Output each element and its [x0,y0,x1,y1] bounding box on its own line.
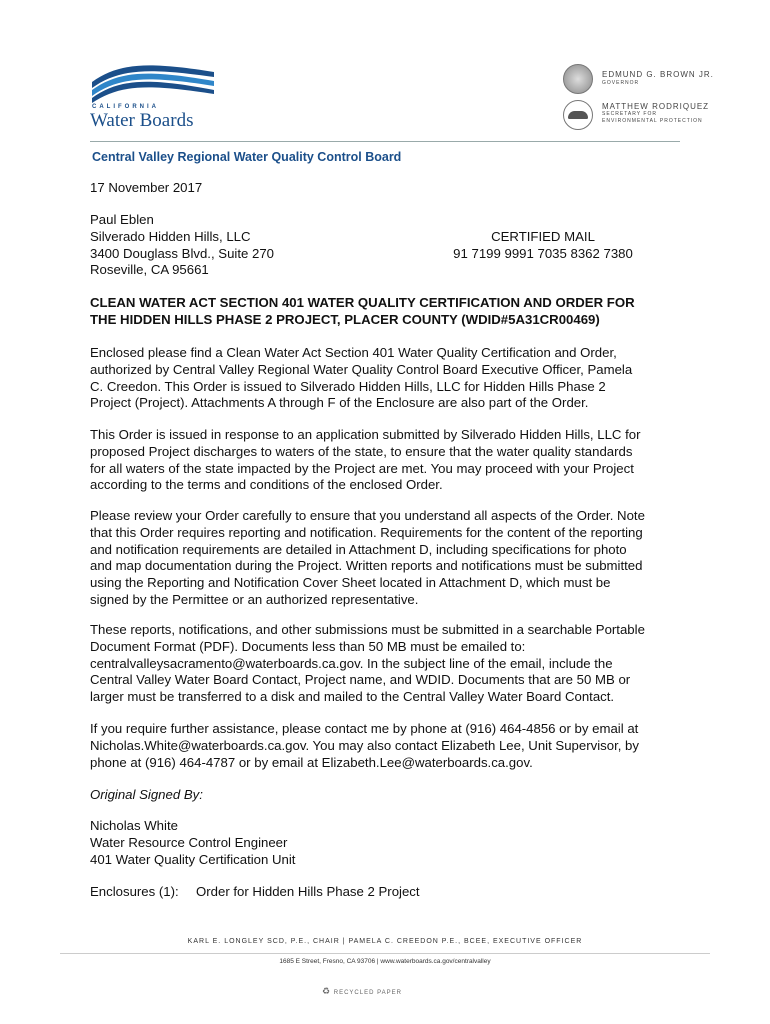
paragraph-line: that this Order requires reporting and notification. Requirements for the content of the reporting [90,524,643,540]
recipient-address [90,212,274,279]
signature-block [90,818,295,868]
signer-unit: 401 Water Quality Certification Unit [90,851,296,867]
recipient-line: Silverado Hidden Hills, LLC [90,228,251,244]
paragraph-review [90,508,645,609]
paragraph-line: Document Format (PDF). Documents less than 50 MB must be emailed to: [90,638,526,654]
subject-line: THE HIDDEN HILLS PHASE 2 PROJECT, PLACER COUNTY (WDID#5A31CR00469) [90,311,600,327]
paragraph-line: centralvalleysacramento@waterboards.ca.gov. In the subject line of the email, include the [90,655,613,671]
paragraph-contact [90,721,639,771]
paragraph-line: Central Valley Water Board Contact, Project name, and WDID. Documents that are 50 MB or [90,672,631,688]
paragraph-line: If you require further assistance, please contact me by phone at (916) 464-4856 or by email at [90,721,639,736]
footer-address: 1685 E Street, Fresno, CA 93706 | www.waterboards.ca.gov/centralvalley [279,958,491,965]
paragraph-line: and notification requirements are detailed in Attachment D, including specifications for photo [90,541,627,557]
paragraph-line: This Order is issued in response to an application submitted by Silverado Hidden Hills, LLC for [90,427,641,442]
recycled-paper-label: RECYCLED PAPER [333,990,402,996]
recipient-line: Roseville, CA 95661 [90,262,209,278]
enclosures-value: Order for Hidden Hills Phase 2 Project [196,884,420,899]
enclosures-line [90,884,420,901]
certified-mail-block [448,229,638,263]
paragraph-submissions [90,622,645,706]
state-seal-icon [563,64,593,94]
calepa-logo-icon [563,100,593,130]
recipient-line: 3400 Douglass Blvd., Suite 270 [90,245,275,261]
signer-name: Nicholas White [90,818,178,833]
paragraph-line: proposed Project discharges to waters of the state, to ensure that the water quality standards [90,443,633,459]
enclosures-label: Enclosures (1): [90,884,179,899]
letter-subject [90,295,635,329]
secretary-name: MATTHEW RODRIQUEZ [602,102,710,111]
recycled-paper-note [322,986,402,997]
paragraph-line: using the Reporting and Notification Cover Sheet located in Attachment D, which must be [90,575,611,591]
letter-date: 17 November 2017 [90,180,203,195]
paragraph-line: according to the terms and conditions of the enclosed Order. [90,477,443,493]
board-name: Central Valley Regional Water Quality Control Board [92,150,402,164]
paragraph-enclosed [90,345,632,412]
governor-name: EDMUND G. BROWN JR. [602,70,714,79]
recycle-icon: ♻ [322,986,332,996]
paragraph-line: and map documentation during the Project. Written reports and notifications must be submitted [90,558,643,574]
governor-title: GOVERNOR [602,80,640,86]
paragraph-line: Please review your Order carefully to ensure that you understand all aspects of the Order. Note [90,508,645,523]
logo-state-label: CALIFORNIA [92,104,159,110]
original-signed-by: Original Signed By: [90,787,203,802]
paragraph-line: These reports, notifications, and other submissions must be submitted in a searchable Portable [90,622,645,637]
paragraph-line: C. Creedon. This Order is issued to Silverado Hidden Hills, LLC for Hidden Hills Phase 2 [90,378,606,394]
paragraph-line: Enclosed please find a Clean Water Act Section 401 Water Quality Certification and Order, [90,345,617,360]
paragraph-line: larger must be transferred to a disk and mailed to the Central Valley Water Board Contact. [90,689,615,705]
paragraph-line: signed by the Permittee or an authorized representative. [90,591,419,607]
paragraph-line: Project (Project). Attachments A through F of the Enclosure are also part of the Order. [90,395,589,411]
wave-icon [90,60,220,105]
logo-wordmark: Water Boards [90,110,194,131]
certified-mail-label: CERTIFIED MAIL [491,229,595,244]
signer-title: Water Resource Control Engineer [90,834,288,850]
secretary-title-line-1: SECRETARY FOR [602,111,657,117]
paragraph-line: phone at (916) 464-4787 or by email at Elizabeth.Lee@waterboards.ca.gov. [90,754,533,770]
header-divider [90,141,680,142]
footer-divider [60,953,710,954]
paragraph-line: authorized by Central Valley Regional Water Quality Control Board Executive Officer, Pamela [90,361,633,377]
paragraph-line: Nicholas.White@waterboards.ca.gov. You may also contact Elizabeth Lee, Unit Supervisor, by [90,737,639,753]
footer-officers: KARL E. LONGLEY SCD, P.E., CHAIR | PAMELA C. CREEDON P.E., BCEE, EXECUTIVE OFFICER [187,938,583,945]
paragraph-issued [90,427,640,494]
certified-mail-number: 91 7199 9991 7035 8362 7380 [453,245,633,261]
recipient-line: Paul Eblen [90,212,154,227]
water-boards-logo [90,60,220,135]
secretary-title-line-2: ENVIRONMENTAL PROTECTION [602,118,703,124]
paragraph-line: for all waters of the state impacted by the Project are met. You may proceed with your Project [90,460,634,476]
subject-line: CLEAN WATER ACT SECTION 401 WATER QUALITY CERTIFICATION AND ORDER FOR [90,295,635,310]
